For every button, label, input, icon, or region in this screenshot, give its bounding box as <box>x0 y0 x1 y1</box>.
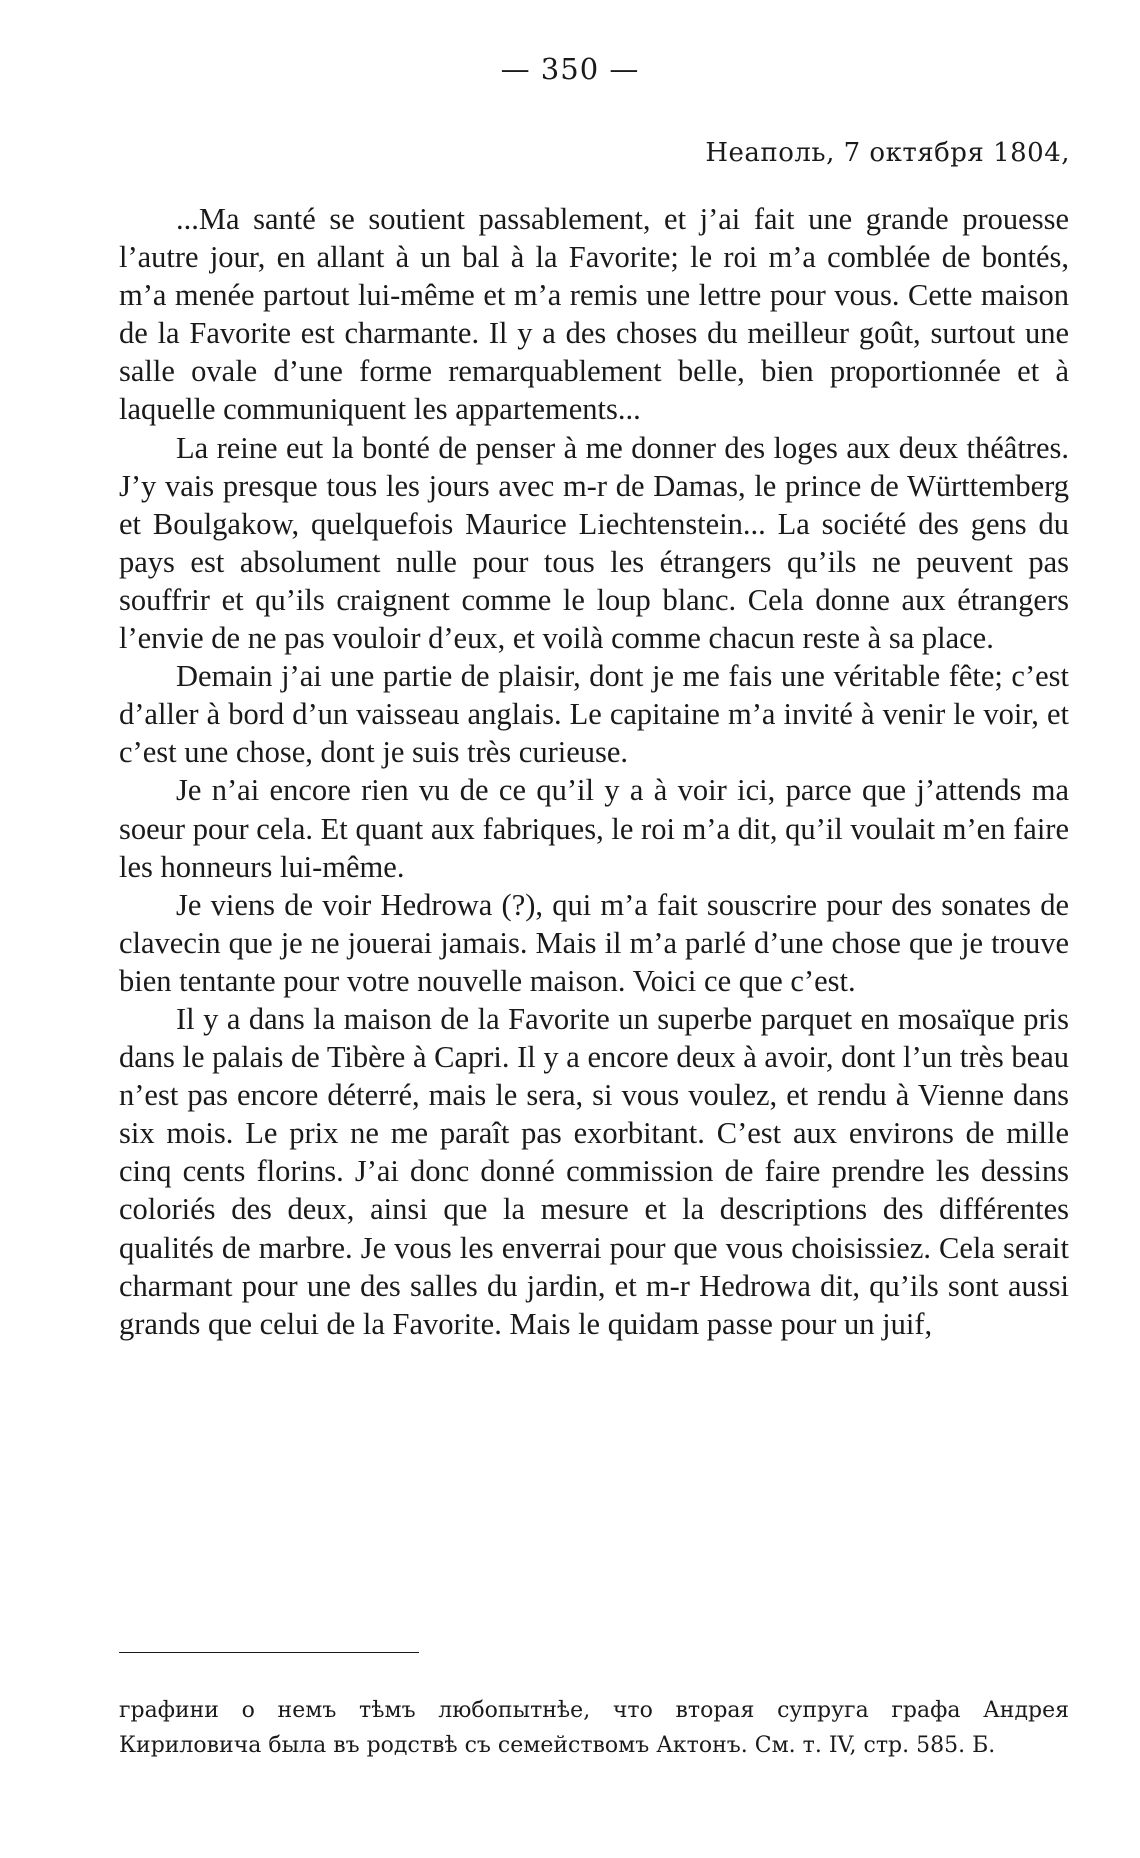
footnote-divider <box>119 1652 419 1653</box>
page-number: — 350 — <box>500 52 640 86</box>
letter-body <box>119 200 1069 1343</box>
paragraph: Demain j’ai une partie de plaisir, dont je me fais une véritable fête; c’est d’aller à bord d’un vaisseau anglais. Le capitaine m’a invité à venir le voir, et c’est une chose, dont je suis très curieuse. <box>119 659 1069 770</box>
footnote: графини о немъ тѣмъ любопытнѣе, что вторая супруга графа Андрея Кириловича была въ родствѣ съ семействомъ Актонъ. См. т. IV, стр. 585. Б. <box>119 1698 1069 1758</box>
paragraph: Je n’ai encore rien vu de ce qu’il y a à voir ici, parce que j’attends ma soeur pour cela. Et quant aux fabriques, le roi m’a dit, qu’il voulait m’en faire les honneurs lui-même. <box>119 773 1069 884</box>
letter-dateline: Неаполь, 7 октября 1804, <box>705 138 1070 168</box>
paragraph: La reine eut la bonté de penser à me donner des loges aux deux théâtres. J’y vais presque tous les jours avec m-r de Damas, le prince de Württemberg et Boulgakow, quelquefois Maurice Liechtenstein... La société des gens du pays est absolument nulle pour tous les étrangers qu’ils ne peuvent pas souffrir et qu’ils craignent comme le loup blanc. Cela donne aux étrangers l’envie de ne pas vouloir d’eux, et voilà comme chacun reste à sa place. <box>119 430 1069 656</box>
paragraph: Il y a dans la maison de la Favorite un superbe parquet en mosaïque pris dans le palais de Tibère à Capri. Il y a encore deux à avoir, dont l’un très beau n’est pas encore déterré, mais le sera, si vous voulez, et rendu à Vienne dans six mois. Le prix ne me paraît pas exorbitant. C’est aux environs de mille cinq cents florins. J’ai donc donné commission de faire prendre les dessins coloriés des deux, ainsi que la mesure et la descriptions des différentes qualités de marbre. Je vous les enverrai pour que vous choisissiez. Cela serait charmant pour une des salles du jardin, et m-r Hedrowa dit, qu’ils sont aussi grands que celui de la Favorite. Mais le quidam passe pour un juif, <box>119 1001 1069 1341</box>
paragraph: Je viens de voir Hedrowa (?), qui m’a fait souscrire pour des sonates de clavecin que je ne jouerai jamais. Mais il m’a parlé d’une chose que je trouve bien tentante pour votre nouvelle maison. Voici ce que c’est. <box>119 887 1069 998</box>
paragraph: ...Ma santé se soutient passablement, et j’ai fait une grande prouesse l’autre jour, en allant à un bal à la Favorite; le roi m’a comblée de bontés, m’a menée partout lui-même et m’a remis une lettre pour vous. Cette maison de la Favorite est charmante. Il y a des choses du meilleur goût, surtout une salle ovale d’une forme remarquablement belle, bien proportionnée et à laquelle communiquent les appartements... <box>119 202 1069 427</box>
